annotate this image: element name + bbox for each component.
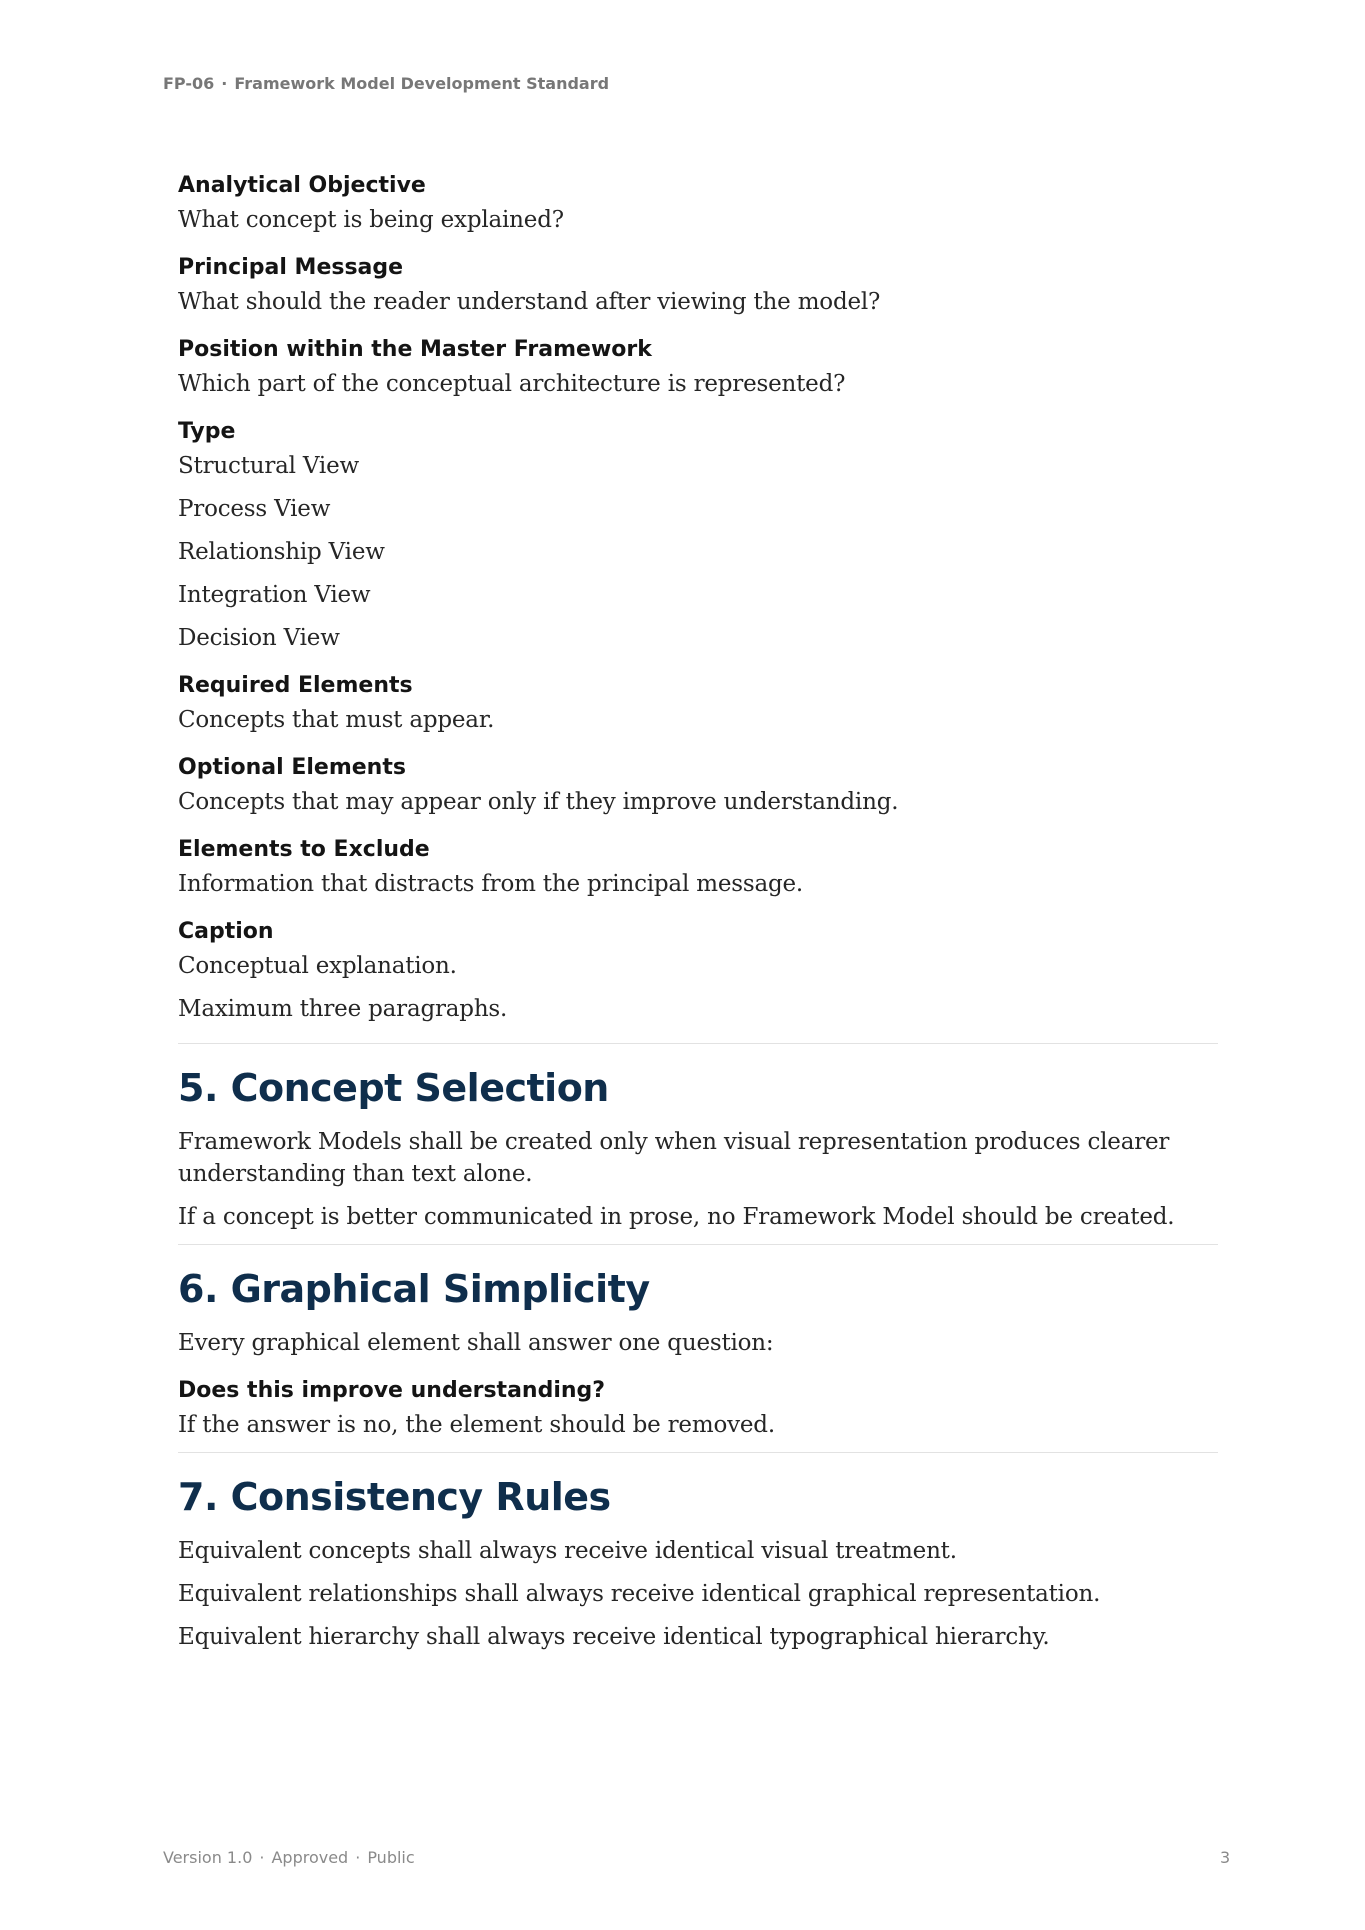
section-heading: 5. Concept Selection (178, 1066, 609, 1110)
field-text: What should the reader understand after viewing the model? (178, 289, 881, 315)
field-text: What concept is being explained? (178, 207, 564, 233)
section-paragraph: Equivalent concepts shall always receive identical visual treatment. (178, 1538, 957, 1564)
field-label: Analytical Objective (178, 173, 426, 198)
key-question: Does this improve understanding? (178, 1378, 606, 1403)
field-required-elements (178, 672, 1218, 736)
section-heading: 6. Graphical Simplicity (178, 1267, 650, 1311)
classification-label: Public (367, 1848, 415, 1867)
field-label: Elements to Exclude (178, 837, 430, 862)
field-text: Conceptual explanation. (178, 953, 457, 979)
page-content (178, 172, 1218, 1664)
field-optional-elements (178, 754, 1218, 818)
field-text: Which part of the conceptual architecture is represented? (178, 371, 846, 397)
field-label: Principal Message (178, 255, 404, 280)
field-label: Position within the Master Framework (178, 337, 652, 362)
section-graphical-simplicity (178, 1265, 1218, 1441)
section-paragraph: Every graphical element shall answer one question: (178, 1330, 774, 1356)
field-caption (178, 918, 1218, 1025)
page-number: 3 (1220, 1848, 1231, 1867)
status-label: Approved (271, 1848, 349, 1867)
section-paragraph: Equivalent hierarchy shall always receive identical typographical hierarchy. (178, 1624, 1050, 1650)
header-separator: · (221, 74, 228, 93)
section-consistency-rules (178, 1473, 1218, 1653)
field-label: Caption (178, 919, 274, 944)
field-text: Information that distracts from the principal message. (178, 871, 804, 897)
section-divider (178, 1244, 1218, 1245)
section-paragraph: If a concept is better communicated in prose, no Framework Model should be created. (178, 1204, 1175, 1230)
type-option: Structural View (178, 453, 359, 479)
section-paragraph: Equivalent relationships shall always receive identical graphical representation. (178, 1581, 1101, 1607)
field-label: Optional Elements (178, 755, 406, 780)
field-text: Concepts that may appear only if they improve understanding. (178, 789, 899, 815)
document-id: FP-06 (163, 74, 215, 93)
field-analytical-objective (178, 172, 1218, 236)
footer-separator: · (259, 1848, 265, 1867)
field-label: Type (178, 419, 236, 444)
section-heading: 7. Consistency Rules (178, 1475, 611, 1519)
section-divider (178, 1043, 1218, 1044)
version-label: Version 1.0 (163, 1848, 253, 1867)
type-option: Relationship View (178, 539, 385, 565)
running-header (163, 74, 609, 93)
page-footer (163, 1848, 415, 1867)
footer-separator: · (355, 1848, 361, 1867)
section-divider (178, 1452, 1218, 1453)
type-option: Integration View (178, 582, 371, 608)
field-position (178, 336, 1218, 400)
field-elements-to-exclude (178, 836, 1218, 900)
field-text: Concepts that must appear. (178, 707, 495, 733)
section-concept-selection (178, 1064, 1218, 1233)
document-title: Framework Model Development Standard (234, 74, 610, 93)
field-principal-message (178, 254, 1218, 318)
section-paragraph: Framework Models shall be created only when visual representation produces clearer understanding than text alone. (178, 1129, 1170, 1187)
type-option: Process View (178, 496, 331, 522)
type-option: Decision View (178, 625, 340, 651)
field-label: Required Elements (178, 673, 413, 698)
field-type (178, 418, 1218, 654)
field-text: Maximum three paragraphs. (178, 996, 508, 1022)
section-paragraph: If the answer is no, the element should be removed. (178, 1412, 775, 1438)
